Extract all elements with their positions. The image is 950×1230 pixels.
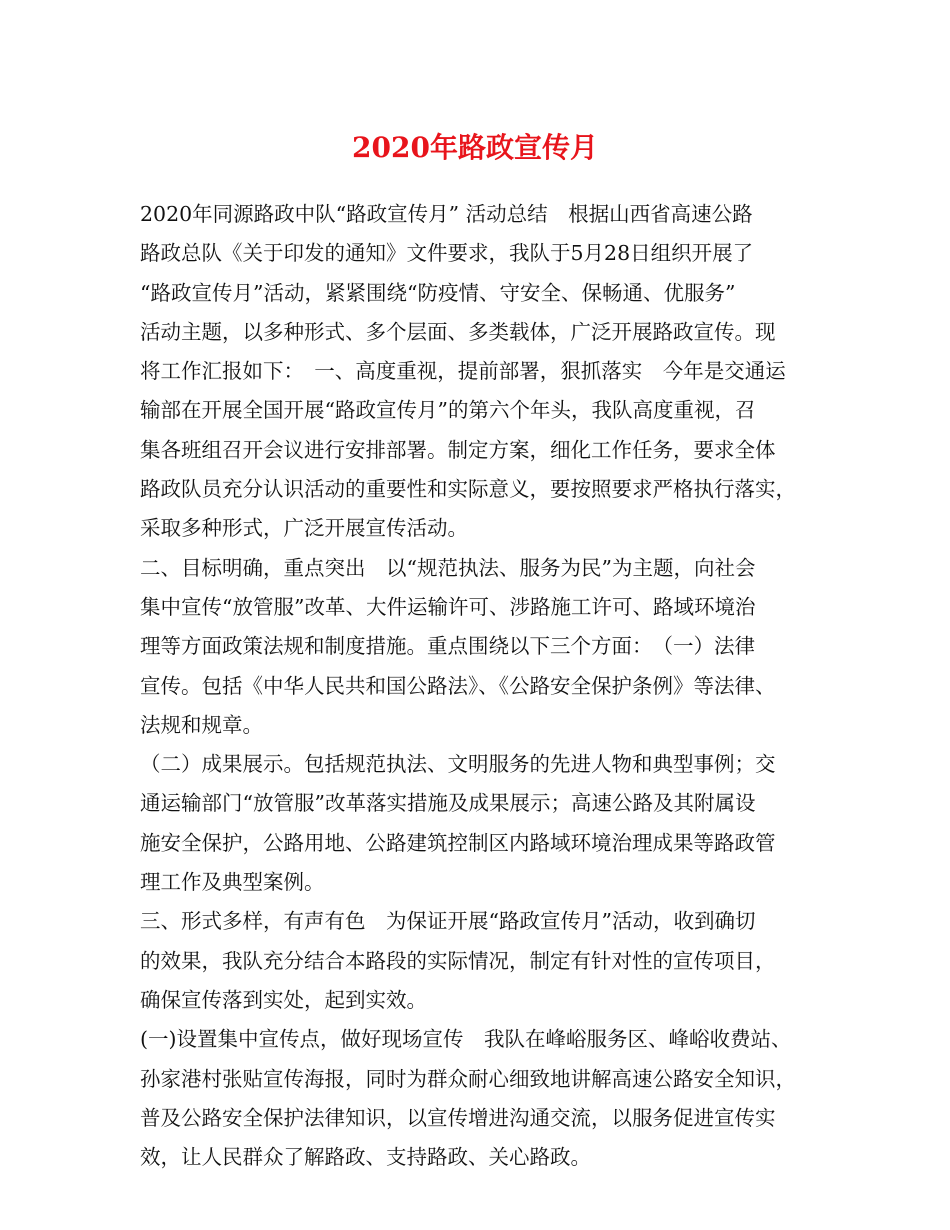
body-line: 效，让人民群众了解路政、支持路政、关心路政。 (140, 1145, 591, 1170)
body-line: 理等方面政策法规和制度措施。重点围绕以下三个方面： （一）法律 (140, 634, 755, 659)
body-line: 集中宣传“放管服”改革、大件运输许可、涉路施工许可、路域环境治 (140, 594, 756, 619)
body-line: “路政宣传月”活动，紧紧围绕“防疫情、守安全、保畅通、优服务” (140, 280, 736, 305)
body-line: 孙家港村张贴宣传海报，同时为群众耐心细致地讲解高速公路安全知识， (140, 1066, 796, 1091)
body-line: 2020年同源路政中队“路政宣传月” 活动总结 根据山西省高速公路 (140, 202, 753, 226)
body-line: 通运输部门“放管服”改革落实措施及成果展示；高速公路及其附属设 (140, 791, 756, 816)
body-line: 集各班组召开会议进行安排部署。制定方案，细化工作任务，要求全体 (140, 437, 776, 462)
body-line: 路政队员充分认识活动的重要性和实际意义，要按照要求严格执行落实， (140, 477, 796, 502)
document-title: 2020年路政宣传月 (352, 131, 598, 164)
body-line: 二、目标明确，重点突出 以“规范执法、服务为民”为主题，向社会 (140, 555, 756, 580)
body-line: 理工作及典型案例。 (140, 870, 325, 895)
body-line: (一)设置集中宣传点，做好现场宣传 我队在峰峪服务区、峰峪收费站、 (140, 1027, 792, 1052)
body-line: 普及公路安全保护法律知识，以宣传增进沟通交流，以服务促进宣传实 (140, 1105, 776, 1130)
body-line: 活动主题，以多种形式、多个层面、多类载体，广泛开展路政宣传。现 (140, 319, 776, 344)
body-line: 宣传。包括《中华人民共和国公路法》、《公路安全保护条例》等法律、 (140, 673, 776, 698)
body-line: 三、形式多样，有声有色 为保证开展“路政宣传月”活动，收到确切 (140, 909, 756, 934)
body-line: 输部在开展全国开展“路政宣传月”的第六个年头，我队高度重视，召 (140, 398, 756, 423)
document-body (140, 195, 830, 1177)
body-line: 采取多种形式，广泛开展宣传活动。 (140, 516, 468, 541)
body-line: 路政总队《关于印发的通知》文件要求，我队于5月28日组织开展了 (140, 241, 754, 266)
body-line: 将工作汇报如下： 一、高度重视，提前部署，狠抓落实 今年是交通运 (140, 359, 786, 384)
body-line: 施安全保护，公路用地、公路建筑控制区内路域环境治理成果等路政管 (140, 830, 776, 855)
body-line: 法规和规章。 (140, 712, 263, 737)
body-line: （二）成果展示。包括规范执法、文明服务的先进人物和典型事例；交 (140, 752, 776, 777)
body-line: 的效果，我队充分结合本路段的实际情况，制定有针对性的宣传项目， (140, 948, 776, 973)
body-line: 确保宣传落到实处，起到实效。 (140, 987, 427, 1012)
